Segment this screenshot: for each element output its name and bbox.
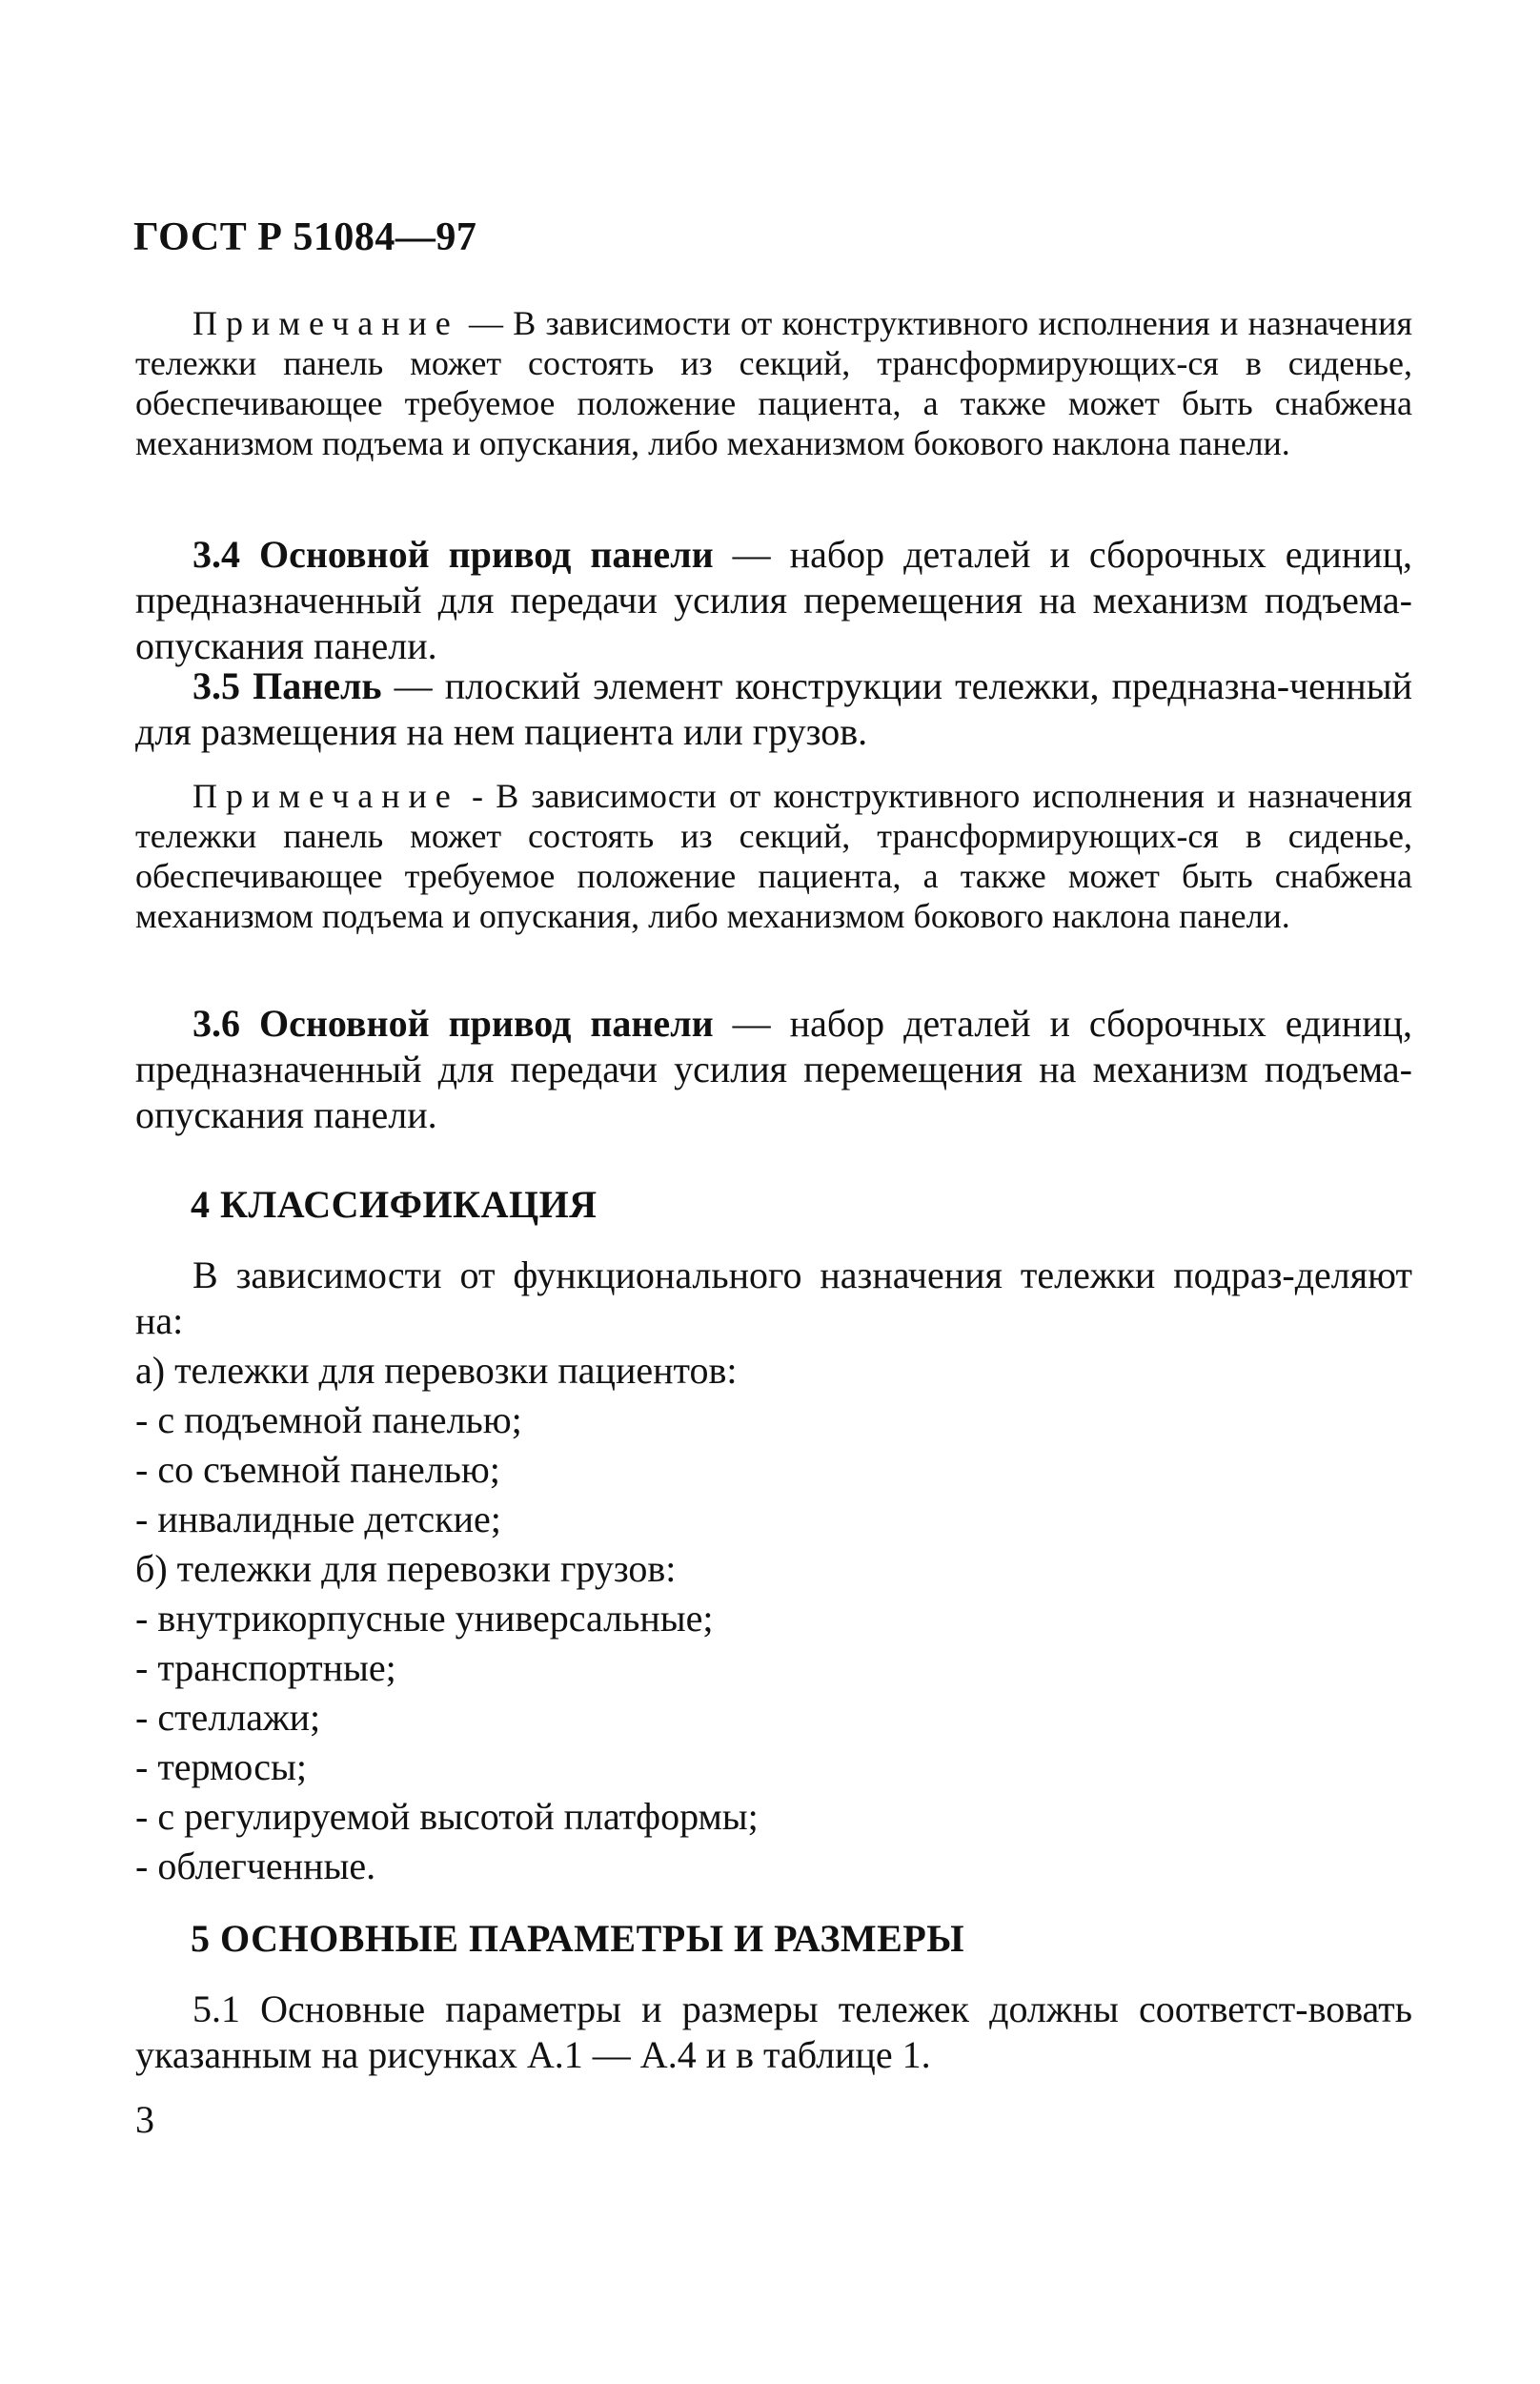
list-item: - с регулируемой высотой платформы; bbox=[135, 1795, 759, 1838]
classification-items bbox=[135, 1346, 1412, 1891]
list-item: - с подъемной панелью; bbox=[135, 1398, 522, 1441]
paragraph-5-1: 5.1 Основные параметры и размеры тележек должны соответст-вовать указанным на рисунках А.1 — А.4 и в таблице 1. bbox=[135, 1987, 1412, 2076]
list-item: - стеллажи; bbox=[135, 1696, 321, 1739]
paragraph-3-6 bbox=[135, 1001, 1412, 1138]
list-item: - со съемной панелью; bbox=[135, 1448, 500, 1491]
clause-number: 3.5 bbox=[192, 664, 240, 707]
list-item: а) тележки для перевозки пациентов: bbox=[135, 1349, 738, 1392]
note-text: - В зависимости от конструктивного исполнения и назначения тележки панель может состоять из секций, трансформирующих-ся в сиденье, обеспечивающее требуемое положение пациента, а также может быть снабжена механизмом подъема и опускания, либо механизмом бокового наклона панели. bbox=[135, 777, 1412, 935]
clause-text: — набор деталей и сборочных единиц, предназначенный для передачи усилия перемещения на механизм подъема-опускания панели. bbox=[135, 533, 1413, 667]
standard-header: ГОСТ Р 51084—97 bbox=[133, 215, 477, 259]
list-item: б) тележки для перевозки грузов: bbox=[135, 1547, 677, 1590]
classification-list bbox=[135, 1346, 1412, 1891]
section-5-heading: 5 ОСНОВНЫЕ ПАРАМЕТРЫ И РАЗМЕРЫ bbox=[191, 1917, 965, 1960]
note-2 bbox=[135, 776, 1412, 936]
list-item: - инвалидные детские; bbox=[135, 1498, 501, 1540]
section-4-heading: 4 КЛАССИФИКАЦИЯ bbox=[191, 1183, 598, 1226]
clause-number: 3.6 bbox=[192, 1002, 240, 1045]
paragraph-3-5 bbox=[135, 663, 1412, 755]
clause-number: 3.4 bbox=[192, 533, 240, 576]
note-label: Примечание bbox=[192, 777, 459, 815]
clause-text: — набор деталей и сборочных единиц, предназначенный для передачи усилия перемещения на механизм подъема-опускания панели. bbox=[135, 1002, 1413, 1136]
section-4-intro: В зависимости от функционального назначения тележки подраз-деляют на: bbox=[135, 1253, 1412, 1342]
clause-term: Основной привод панели bbox=[259, 1002, 714, 1045]
clause-term: Основной привод панели bbox=[259, 533, 714, 576]
clause-text: — плоский элемент конструкции тележки, предназна-ченный для размещения на нем пациента или грузов. bbox=[135, 664, 1412, 753]
list-item: - внутрикорпусные универсальные; bbox=[135, 1597, 714, 1640]
page-number: 3 bbox=[135, 2098, 154, 2141]
list-item: - облегченные. bbox=[135, 1844, 376, 1887]
list-item: - транспортные; bbox=[135, 1646, 396, 1689]
list-item: - термосы; bbox=[135, 1745, 307, 1788]
clause-term: Панель bbox=[253, 664, 382, 707]
note-label: Примечание bbox=[192, 304, 459, 342]
note-text: — В зависимости от конструктивного исполнения и назначения тележки панель может состоять из секций, трансформирующих-ся в сиденье, обеспечивающее требуемое положение пациента, а также может быть снабжена механизмом подъема и опускания, либо механизмом бокового наклона панели. bbox=[135, 304, 1413, 462]
paragraph-3-4 bbox=[135, 532, 1412, 669]
note-1 bbox=[135, 303, 1412, 463]
